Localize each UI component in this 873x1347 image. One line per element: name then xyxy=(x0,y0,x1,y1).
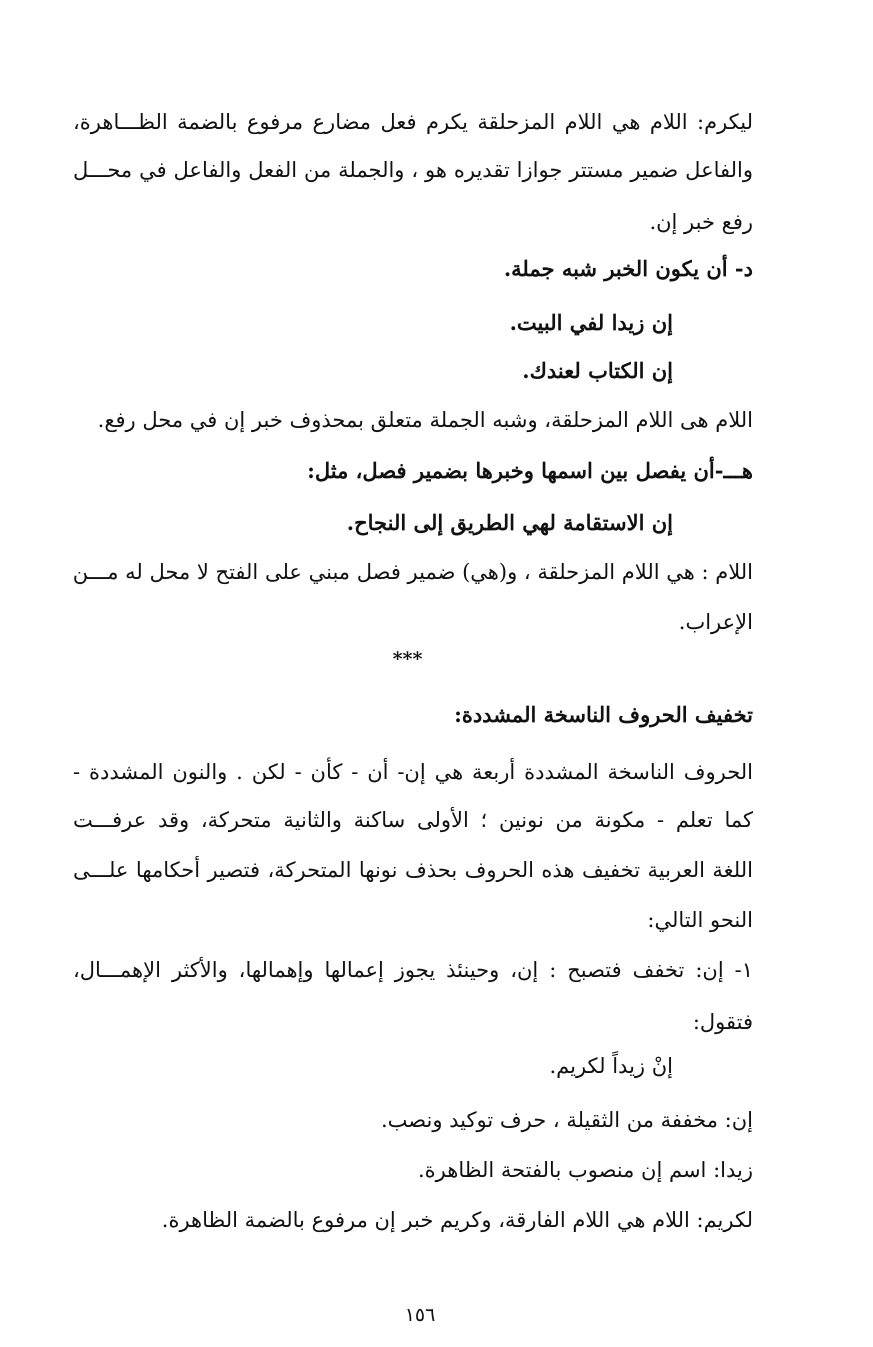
text-line: اللام : هي اللام المزحلقة ، و(هي) ضمير فصل مبني على الفتح لا محل له مـــن xyxy=(72,560,753,584)
text-line: الحروف الناسخة المشددة أربعة هي إن- أن - كأن - لكن . والنون المشددة - xyxy=(73,760,753,784)
subheading-d: د- أن يكون الخبر شبه جملة. xyxy=(503,256,753,281)
text-line: الإعراب. xyxy=(678,610,753,634)
text-line: إن: مخففة من الثقيلة ، حرف توكيد ونصب. xyxy=(380,1108,753,1132)
text-line: كما تعلم - مكونة من نونين ؛ الأولى ساكنة والثانية متحركة، وقد عرفـــت xyxy=(73,808,753,832)
text-line: زيدا: اسم إن منصوب بالفتحة الظاهرة. xyxy=(418,1158,753,1182)
text-line: اللام هى اللام المزحلقة، وشبه الجملة متعلق بمحذوف خبر إن في محل رفع. xyxy=(97,408,753,432)
example-line: إن الكتاب لعندك. xyxy=(522,358,673,383)
text-line: رفع خبر إن. xyxy=(649,210,753,234)
text-line: ليكرم: اللام هي اللام المزحلقة يكرم فعل مضارع مرفوع بالضمة الظـــاهرة، xyxy=(73,110,753,134)
text-line: والفاعل ضمير مستتر جوازا تقديره هو ، والجملة من الفعل والفاعل في محـــل xyxy=(73,158,753,182)
section-separator: *** xyxy=(392,648,423,670)
example-line: إنْ زيداً لكريم. xyxy=(549,1054,673,1078)
subheading-h: هـــ-أن يفصل بين اسمها وخبرها بضمير فصل، مثل: xyxy=(307,458,753,483)
page-number: ١٥٦ xyxy=(404,1304,436,1326)
text-line: اللغة العربية تخفيف هذه الحروف بحذف نونها المتحركة، فتصير أحكامها علـــى xyxy=(73,858,753,882)
example-line: إن الاستقامة لهي الطريق إلى النجاح. xyxy=(346,510,673,535)
example-line: إن زيدا لفي البيت. xyxy=(509,310,673,335)
text-line: فتقول: xyxy=(692,1010,753,1034)
text-line: النحو التالي: xyxy=(647,908,753,932)
text-line: ١- إن: تخفف فتصبح : إن، وحينئذ يجوز إعمالها وإهمالها، والأكثر الإهمـــال، xyxy=(73,958,753,982)
text-line: لكريم: اللام هي اللام الفارقة، وكريم خبر إن مرفوع بالضمة الظاهرة. xyxy=(161,1208,753,1232)
section-title: تخفيف الحروف الناسخة المشددة: xyxy=(454,702,753,727)
